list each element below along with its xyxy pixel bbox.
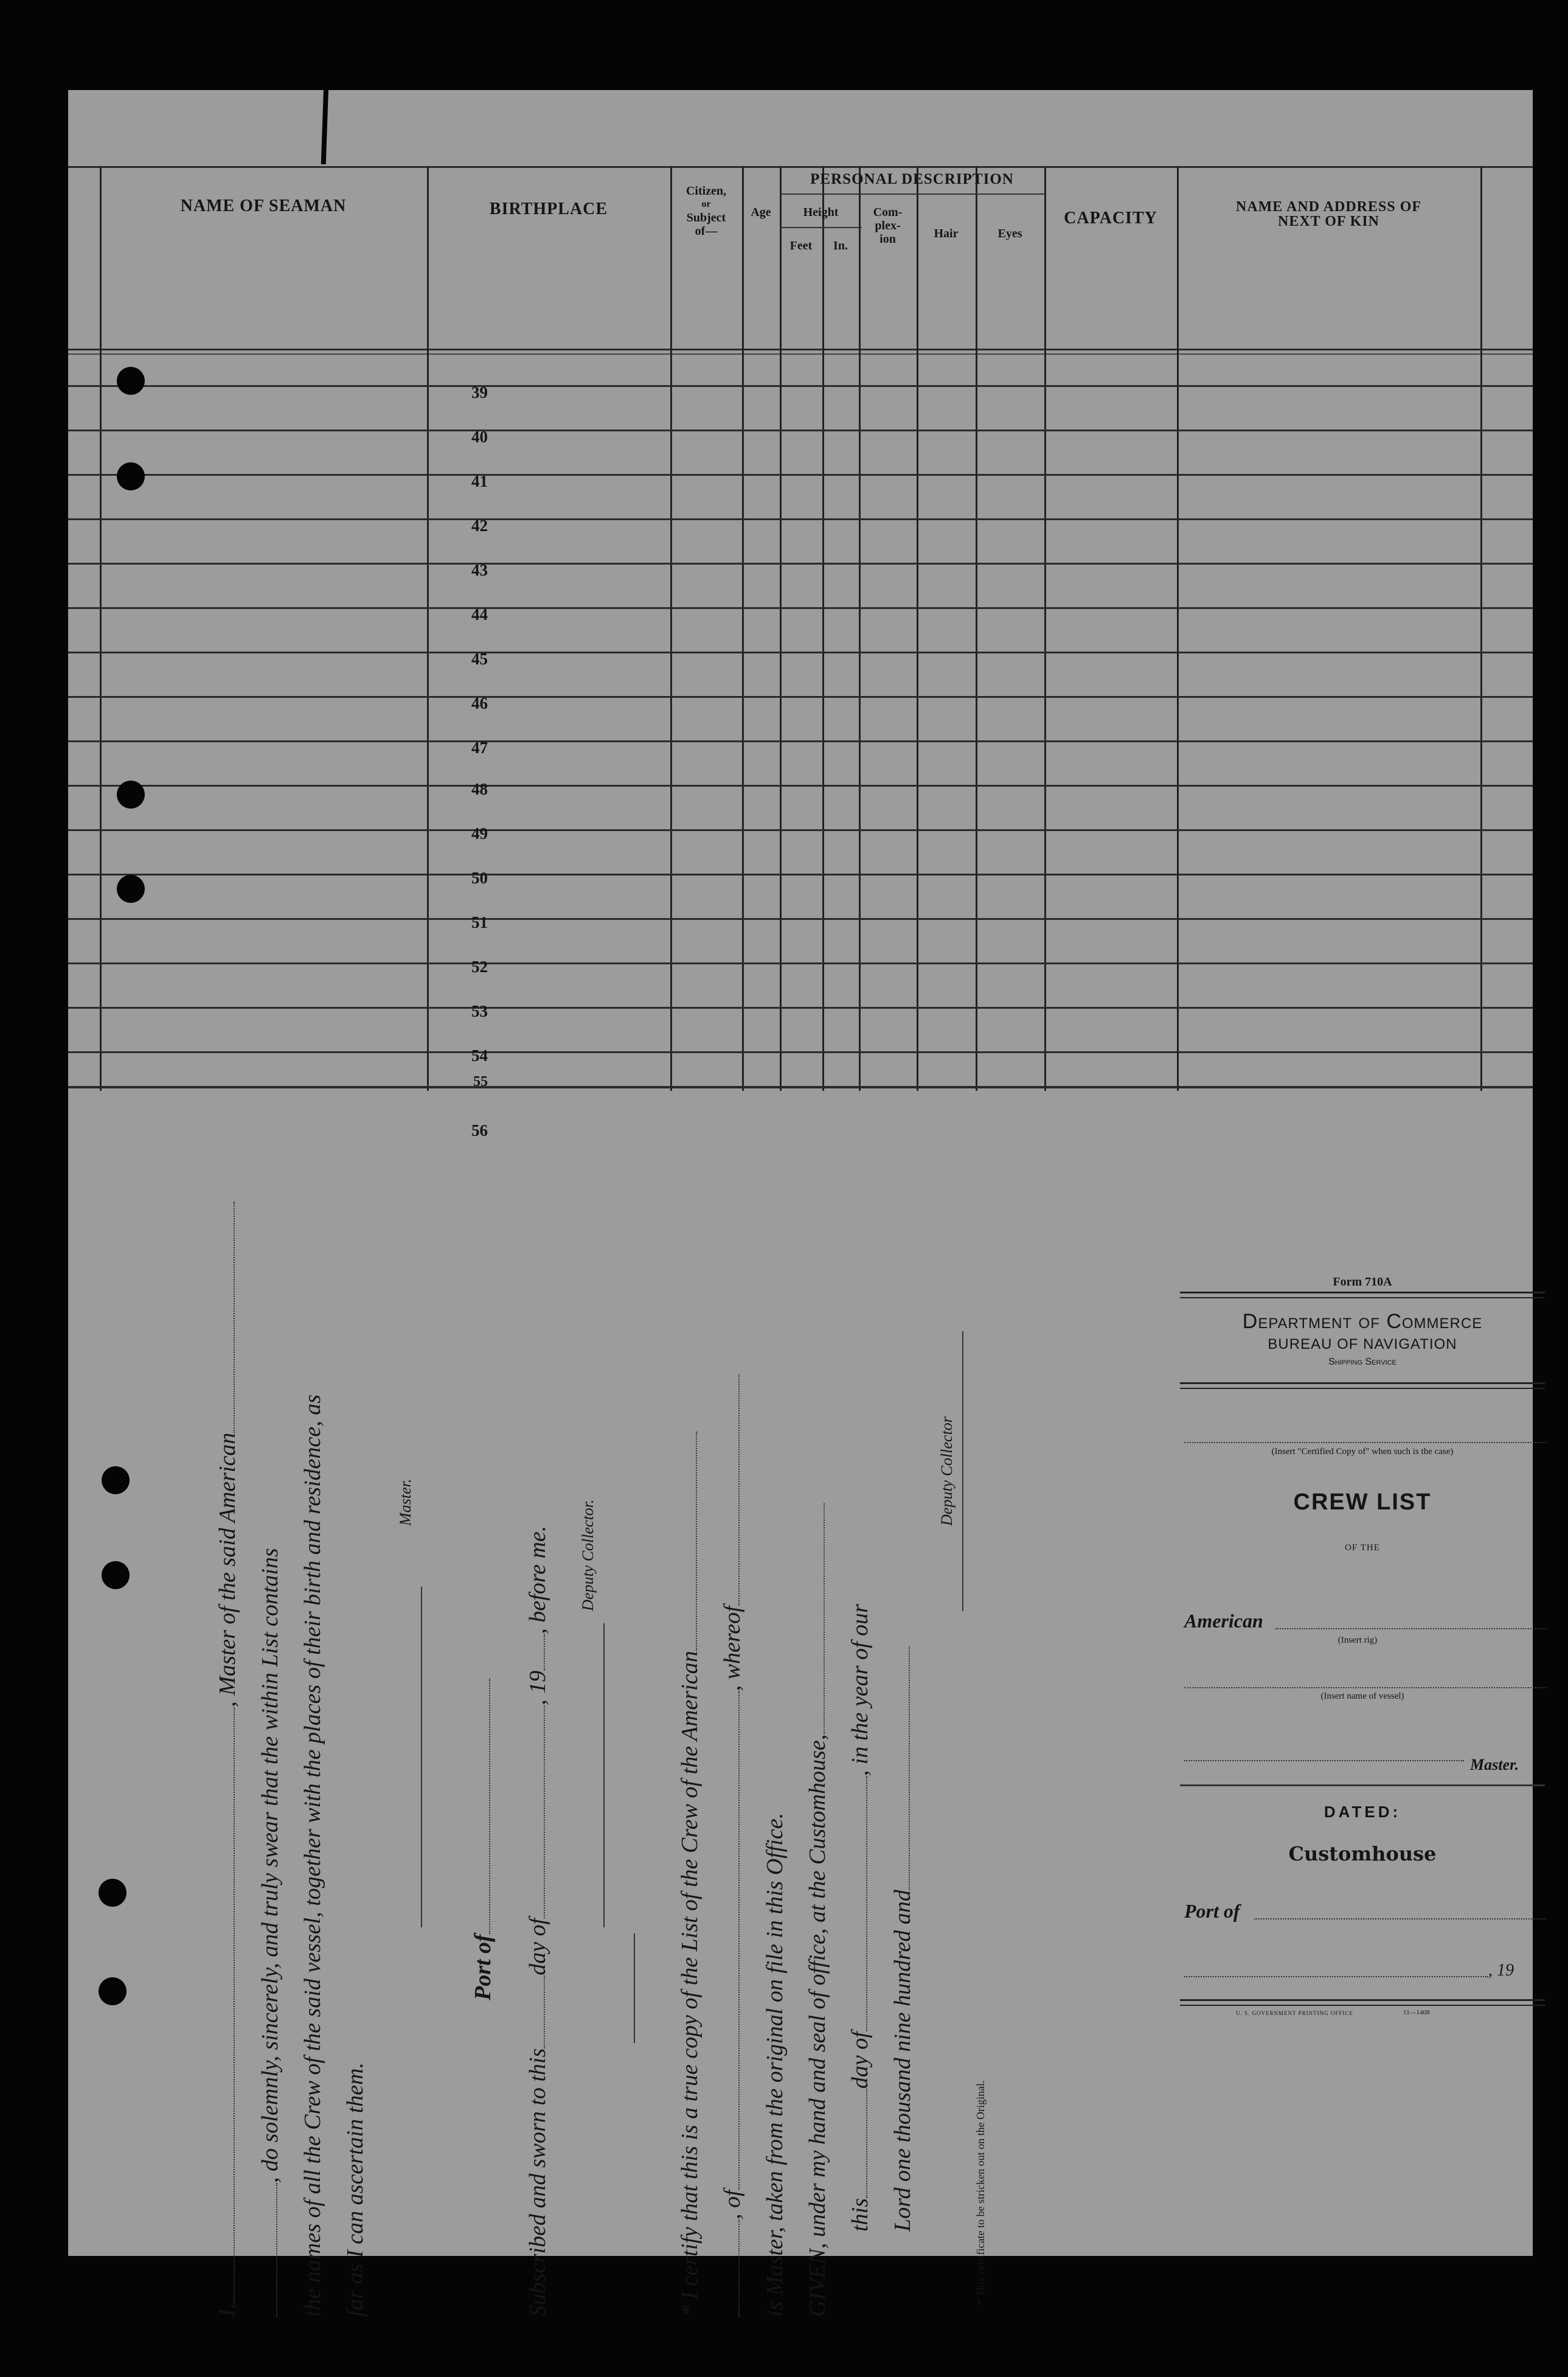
lord-line: Lord one thousand nine hundred and <box>889 1646 916 2232</box>
collector-signature-line[interactable] <box>603 1623 605 1927</box>
oath-certificate <box>214 1313 1066 2317</box>
certified-copy-line[interactable] <box>1184 1442 1546 1443</box>
punch-hole <box>117 875 145 903</box>
row-number: 50 <box>471 869 488 887</box>
master-signature-line[interactable] <box>421 1587 422 1927</box>
row-number: 51 <box>471 913 488 931</box>
master-label: Master. <box>1470 1756 1519 1773</box>
cover-rule <box>1180 1382 1545 1389</box>
oath-blank[interactable] <box>258 2183 277 2317</box>
row-number: 52 <box>471 958 488 976</box>
header-birthplace: BIRTHPLACE <box>489 200 608 218</box>
header-citizen: Citizen, or Subject of— <box>685 184 727 238</box>
row-number: 55 <box>473 1074 488 1090</box>
row-number: 56 <box>471 1121 488 1140</box>
deputy-collector-label: Deputy Collector. <box>579 1499 597 1611</box>
form-code: 11—1408 <box>1403 2009 1430 2016</box>
row-number: 40 <box>471 428 488 446</box>
row-number: 43 <box>471 561 488 579</box>
row-number: 44 <box>471 605 488 624</box>
american-label: American <box>1184 1610 1263 1632</box>
row-number: 47 <box>471 739 488 757</box>
header-height: Height <box>803 206 839 219</box>
row-number: 53 <box>471 1002 488 1020</box>
insert-certified-note: (Insert "Certified Copy of" when such is the case) <box>1271 1447 1454 1456</box>
header-eyes: Eyes <box>997 227 1022 240</box>
dated-label: DATED: <box>1323 1803 1401 1821</box>
punch-hole <box>99 1977 127 2005</box>
punch-hole <box>99 1879 127 1907</box>
oath-line-2: , do solemnly, sincerely, and truly swear that the within List contains <box>257 1548 283 2317</box>
month-field-2[interactable] <box>848 1776 867 2031</box>
port-field[interactable] <box>1254 1918 1546 1919</box>
header-personal-description: PERSONAL DESCRIPTION <box>810 171 1014 187</box>
master-field[interactable] <box>1184 1760 1464 1761</box>
row-number: 45 <box>471 650 488 668</box>
american-vessel-field[interactable] <box>678 1432 697 1651</box>
table-header-rule <box>68 349 1533 350</box>
crew-list-title: CREW LIST <box>1293 1489 1432 1515</box>
whereof-field[interactable] <box>720 1374 740 1606</box>
year-field[interactable] <box>526 1634 545 1671</box>
oath-line-3: the names of all the Crew of the said vessel, together with the places of their birth and residence, as <box>300 1394 325 2317</box>
deputy-collector-label-2: Deputy Collector <box>938 1416 956 1526</box>
header-capacity: CAPACITY <box>1064 209 1157 228</box>
header-next-of-kin: NAME AND ADDRESS OF NEXT OF KIN <box>1235 199 1422 229</box>
table-header-rule-2 <box>68 353 1533 355</box>
rig-field[interactable] <box>1275 1628 1546 1629</box>
service-name: Shipping Service <box>1328 1357 1396 1367</box>
day-field[interactable] <box>526 1975 545 2048</box>
insert-rig-note: (Insert rig) <box>1337 1635 1378 1645</box>
header-hair: Hair <box>934 227 959 240</box>
footnote: * This certificate to be stricken out on the Original. <box>974 2080 987 2305</box>
cover-rule <box>1180 1292 1545 1298</box>
given-line: GIVEN, under my hand and seal of office, at the Customhouse, <box>804 1503 831 2317</box>
row-number: 39 <box>471 383 488 402</box>
row-number: 49 <box>471 824 488 843</box>
certify-line: * I certify that this is a true copy of the List of the Crew of the American <box>676 1432 703 2317</box>
vessel-name-field[interactable] <box>1184 1687 1546 1688</box>
crew-table <box>68 166 1533 1140</box>
header-complexion: Com- plex- ion <box>873 206 903 246</box>
printer-imprint: U. S. GOVERNMENT PRINTING OFFICE <box>1236 2010 1353 2016</box>
day-field-2[interactable] <box>848 2089 867 2198</box>
row-number: 48 <box>471 780 488 798</box>
punch-hole <box>102 1466 130 1494</box>
punch-hole <box>117 367 145 395</box>
bureau-name: BUREAU OF NAVIGATION <box>1268 1336 1457 1352</box>
master-name-field[interactable] <box>215 1707 235 2303</box>
cover-rule <box>1180 1999 1545 2006</box>
header-feet: Feet <box>789 239 813 252</box>
vessel-field[interactable] <box>215 1202 235 1433</box>
collector-signature-line-2[interactable] <box>962 1331 963 1611</box>
separator-line <box>634 1933 635 2043</box>
oath-port-field[interactable] <box>471 1679 490 1934</box>
certify-line-3: is Master, taken from the original on file in this Office. <box>762 1812 788 2317</box>
row-number: 41 <box>471 472 488 490</box>
table-top-rule <box>68 166 1533 168</box>
date-field[interactable] <box>1184 1976 1488 1977</box>
punch-hole <box>117 781 145 809</box>
row-number: 54 <box>471 1046 488 1065</box>
department-name: Department of Commerce <box>1242 1310 1483 1333</box>
header-inches: In. <box>833 239 848 252</box>
customhouse-label: Customhouse <box>1288 1842 1437 1865</box>
of-field[interactable] <box>720 1691 740 2190</box>
port-of-label: Port of <box>1184 1900 1240 1922</box>
subscribed-line: Subscribed and sworn to thisday of, 19, before me. <box>525 1525 550 2317</box>
punch-hole <box>102 1561 130 1589</box>
month-field[interactable] <box>526 1705 545 1918</box>
blank[interactable] <box>720 2219 740 2317</box>
of-the-label: OF THE <box>1345 1543 1380 1553</box>
oath-line-1: I,, Master of the said American <box>214 1202 241 2317</box>
certify-line-2: , of, whereof <box>719 1374 746 2317</box>
oath-line-4: far as I can ascertain them. <box>342 2062 368 2317</box>
header-name-of-seaman: NAME OF SEAMAN <box>180 197 347 215</box>
form-page <box>68 90 1533 2317</box>
customhouse-field[interactable] <box>805 1503 825 1735</box>
insert-vessel-note: (Insert name of vessel) <box>1320 1691 1404 1701</box>
year-field-2[interactable] <box>890 1646 910 1890</box>
year-label: , 19 <box>1488 1961 1514 1980</box>
header-age: Age <box>751 206 771 219</box>
port-of-oath: Port of <box>470 1679 496 2000</box>
row-number: 46 <box>471 694 488 712</box>
master-signature-label: Master. <box>397 1478 414 1526</box>
punch-hole <box>117 462 145 490</box>
form-number: Form 710A <box>1333 1275 1392 1289</box>
row-number: 42 <box>471 517 488 535</box>
given-line-2: thisday of, in the year of our <box>847 1604 873 2232</box>
